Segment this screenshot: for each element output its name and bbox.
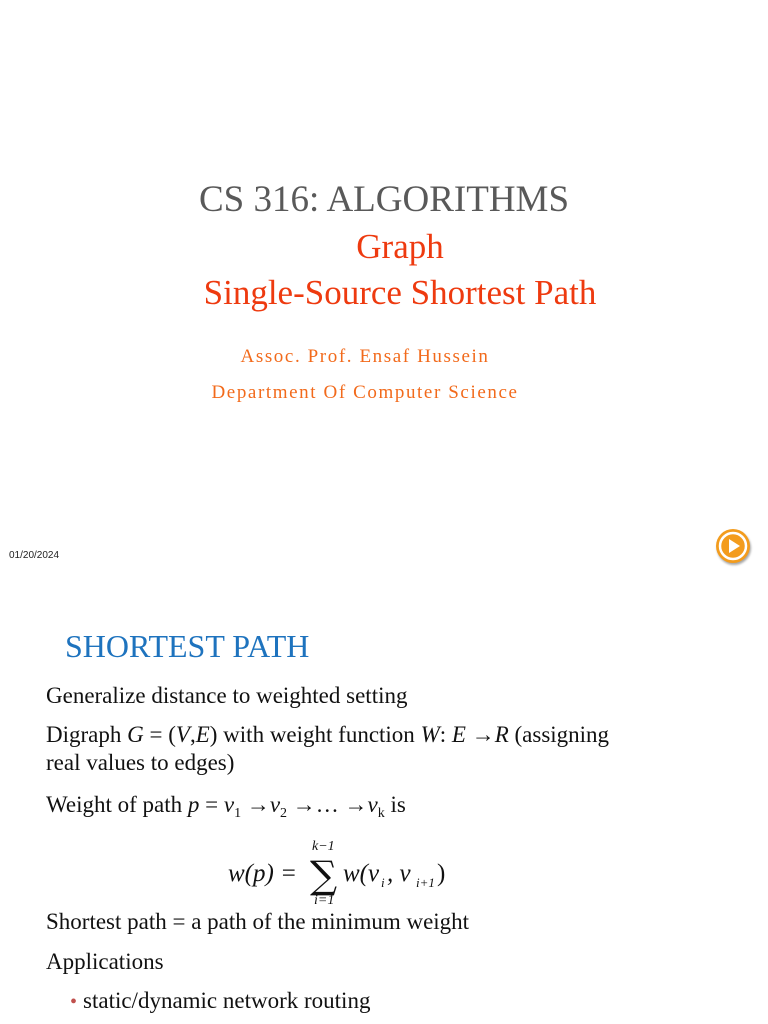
text-line-3: real values to edges)	[46, 750, 235, 775]
course-title: CS 316: ALGORITHMS	[198, 179, 570, 220]
text-line-1: Generalize distance to weighted setting	[46, 683, 408, 708]
formula-comma-v: , v	[387, 860, 411, 887]
formula-sum-symbol: ∑	[310, 853, 338, 897]
slide-title: SHORTEST PATH	[65, 628, 310, 664]
slide-date: 01/20/2024	[9, 550, 60, 561]
department-name: Department Of Computer Science	[211, 382, 519, 403]
play-icon	[716, 529, 750, 563]
text-line-4: Weight of path $p = v_1 \to v_2$ →… $\to v_k$ is	[46, 792, 406, 821]
formula-lower-limit: i=1	[314, 893, 335, 908]
formula-close-paren: )	[437, 860, 446, 887]
play-button[interactable]	[716, 529, 750, 563]
text-line-5: Shortest path = a path of the minimum weight	[46, 909, 470, 934]
author-name: Assoc. Prof. Ensaf Hussein	[240, 346, 490, 367]
bullet-dot-icon: •	[70, 991, 78, 1013]
formula-sub-i: i	[381, 875, 385, 890]
formula-upper-limit: k−1	[312, 839, 335, 854]
text-line-2: Digraph G = (V,E) with weight function W: E →R (assigning	[46, 722, 610, 747]
weight-formula	[226, 836, 466, 910]
content-slide	[0, 580, 768, 1024]
formula-lhs: w(p) =	[228, 860, 297, 887]
topic-title: Graph	[356, 227, 444, 266]
formula-sub-i1: i+1	[416, 875, 435, 890]
text-line-6: Applications	[46, 949, 164, 974]
subtopic-title: Single-Source Shortest Path	[203, 273, 597, 312]
formula-rhs: w(v	[343, 860, 380, 887]
bullet-text: static/dynamic network routing	[83, 988, 371, 1013]
bullet-item-1	[70, 987, 370, 1016]
